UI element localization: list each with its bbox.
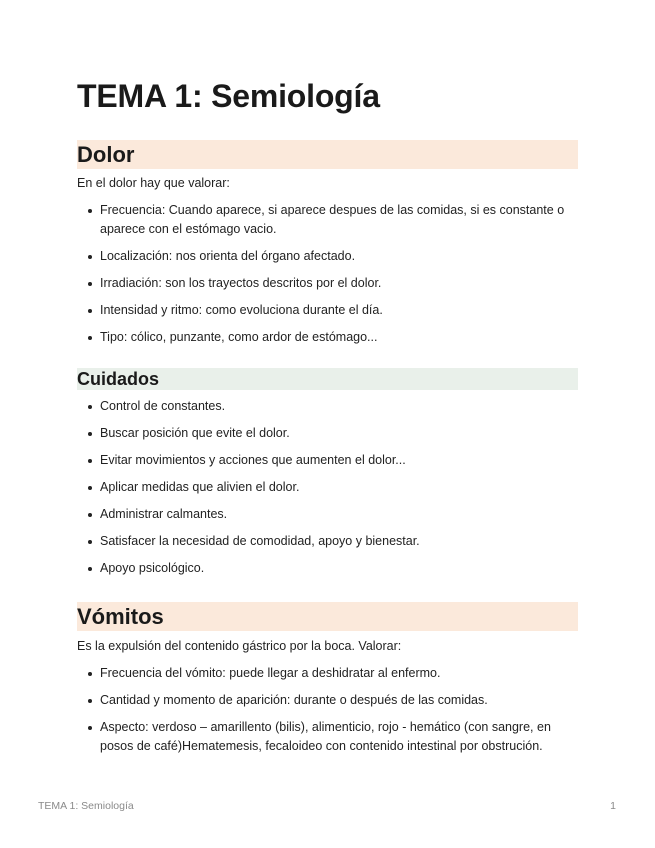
- list-item: Aplicar medidas que alivien el dolor.: [77, 478, 578, 497]
- footer-page-number: 1: [610, 800, 616, 812]
- section-heading-cuidados: Cuidados: [77, 368, 578, 390]
- cuidados-list: [77, 397, 578, 586]
- dolor-intro: En el dolor hay que valorar:: [77, 176, 230, 190]
- list-item: Apoyo psicológico.: [77, 559, 578, 578]
- list-item: Satisfacer la necesidad de comodidad, apoyo y bienestar.: [77, 532, 578, 551]
- list-item: Localización: nos orienta del órgano afectado.: [77, 247, 578, 266]
- list-item: Aspecto: verdoso – amarillento (bilis), alimenticio, rojo - hemático (con sangre, en posos de café)Hematemesis, fecaloideo con contenido intestinal por obstrución.: [77, 718, 578, 756]
- list-item: Control de constantes.: [77, 397, 578, 416]
- list-item: Administrar calmantes.: [77, 505, 578, 524]
- page-title: TEMA 1: Semiología: [77, 78, 380, 114]
- section-heading-vomitos: Vómitos: [77, 602, 578, 631]
- vomitos-intro: Es la expulsión del contenido gástrico por la boca. Valorar:: [77, 639, 402, 653]
- list-item: Irradiación: son los trayectos descritos por el dolor.: [77, 274, 578, 293]
- footer-document-title: TEMA 1: Semiología: [38, 800, 134, 812]
- list-item: Cantidad y momento de aparición: durante o después de las comidas.: [77, 691, 578, 710]
- list-item: Frecuencia del vómito: puede llegar a deshidratar al enfermo.: [77, 664, 578, 683]
- list-item: Buscar posición que evite el dolor.: [77, 424, 578, 443]
- dolor-list: [77, 201, 578, 355]
- list-item: Tipo: cólico, punzante, como ardor de estómago...: [77, 328, 578, 347]
- list-item: Evitar movimientos y acciones que aumenten el dolor...: [77, 451, 578, 470]
- list-item: Frecuencia: Cuando aparece, si aparece despues de las comidas, si es constante o aparece con el estómago vacio.: [77, 201, 578, 239]
- vomitos-list: [77, 664, 578, 764]
- section-heading-dolor: Dolor: [77, 140, 578, 169]
- list-item: Intensidad y ritmo: como evoluciona durante el día.: [77, 301, 578, 320]
